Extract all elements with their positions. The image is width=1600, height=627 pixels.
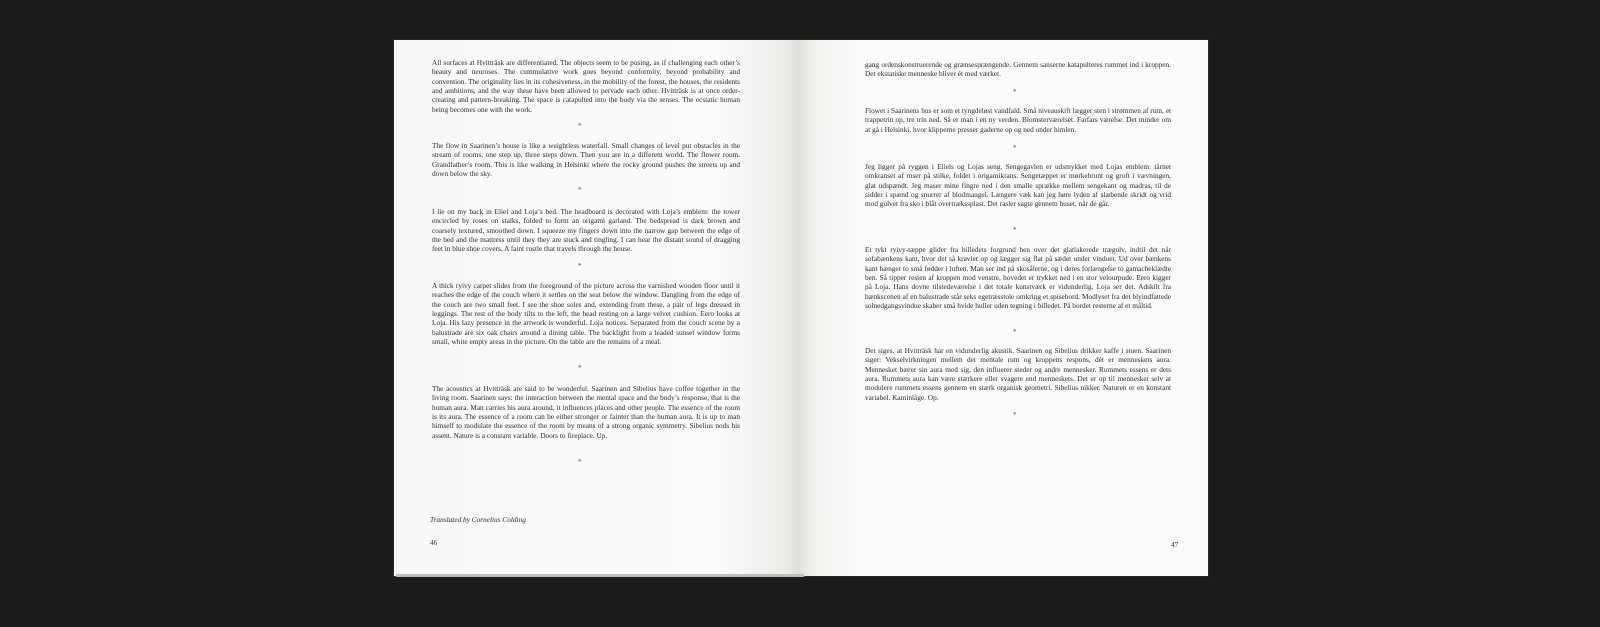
right-paragraph-5: Det siges, at Hvitträsk har en vidunderlig akustik. Saarinen og Sibelius drikker kaffe i stuen. Saarinen siger: Vekselvirkningen mellem det mentale rum og kroppens respons, dét er menneskets aura. Mennesket bærer sin aura med sig, den influerer steder og andre mennesker. Rummets essens er dets aura. Rummets aura kan være stærkere eller svagere end menneskets. Det er op til mennesket selv at modulere rummets essens gennem en stærk organisk geometri. Sibelius nikker. Naturen er en konstant variabel. Kaminlåge. Op. — [865, 346, 1171, 402]
left-page — [400, 40, 800, 576]
separator-star: * — [1013, 328, 1017, 336]
right-paragraph-1: gang ordenskonstruerende og grænsesprængende. Gennem sanserne katapulteres rummet ind i kroppen. Det ekstatiske menneske bliver ét med værket. — [865, 60, 1171, 79]
translator-credit: Translated by Cornelius Colding — [430, 515, 526, 524]
separator-star: * — [1013, 144, 1017, 152]
separator-star: * — [578, 364, 582, 372]
left-paragraph-2: The flow in Saarinen’s house is like a weightless waterfall. Small changes of level put obstacles in the stream of rooms, one step up, three steps down. Then you are in a different world. The flower room. Grandfather’s room. This is like walking in Helsinki where the rocky ground pushes the streets up and down below the sky. — [432, 141, 740, 179]
separator-star: * — [578, 458, 582, 466]
left-paragraph-5: The acoustics at Hvitträsk are said to be wonderful. Saarinen and Sibelius have coffee together in the living room. Saarinen says: the interaction between the mental space and the body’s response, that is the human aura. Man carries his aura around, it influences places and other people. The essence of the room is its aura. The essence of a room can be either stronger or fainter than the human aura. It is up to man himself to modulate the essence of the room by means of a strong organic symmetry. Sibelius nods his assent. Nature is a constant variable. Doors to fireplace. Up. — [432, 384, 740, 440]
page-number-left: 46 — [430, 538, 438, 547]
book-bottom-edge — [396, 574, 804, 577]
open-book — [394, 40, 1208, 576]
separator-star: * — [578, 262, 582, 270]
separator-star: * — [1013, 226, 1017, 234]
separator-star: * — [578, 186, 582, 194]
left-paragraph-4: A thick ryivy carpet slides from the foreground of the picture across the varnished wooden floor until it reaches the edge of the couch where it settles on the seat below the window. Dangling from the edge of the couch are two small feet. I see the shoe soles and, extending from these, a pair of legs dressed in leggings. The rest of the body tilts to the left, the head resting on a large velvet cushion. Eero looks at Loja. His lazy presence in the artwork is wonderful. Loja notices. Separated from the couch scene by a balustrade are six oak chairs around a dining table. The backlight from a leaded sunset window forms small, white empty areas in the picture. On the table are the remains of a meal. — [432, 281, 740, 347]
page-number-right: 47 — [1171, 540, 1179, 549]
right-page — [800, 40, 1208, 576]
right-paragraph-4: Et tykt ryivy-tæppe glider fra billedets forgrund hen over det glatlakerede trægulv, indtil det når sofabænkens kant, hvor det så kravler op og lægger sig flat på sædet under vinduet. Ud over bænkens kant hænger to små fødder i luften. Man ser ind på skosålerne, og i deres forlængelse to gamacheklædte ben. Så tipper resten af kroppen mod venstre, hovedet er trykket ned i en stor velourpude. Eero kigger på Loja. Hans dovne tilstedeværelse i det totale kunstværk er vidunderlig. Loja ser det. Adskilt fra bænkscenen af en balustrade står seks egetræsstole omkring et spisebord. Modlyset fra det blyindfattede solnedgangsvindue skaber små hvide huller uden tegning i billedet. På bordet resterne af et måltid. — [865, 245, 1171, 311]
separator-star: * — [578, 122, 582, 130]
separator-star: * — [1013, 411, 1017, 419]
right-paragraph-2: Flowet i Saarinens hus er som et tyngdeløst vandfald. Små niveauskift lægger sten i strømmen af rum, et trappetrin op, tre trin ned. Så er man i en ny verden. Blomsterværelset. Farfars værelse. Det minder om at gå i Helsinki, hvor klipperne presser gaderne op og ned under himlen. — [865, 106, 1171, 134]
left-paragraph-1: All surfaces at Hvitträsk are differentiated. The objects seem to be posing, as if challenging each other’s beauty and neuroses. The cummulative work goes beyond conformity, beyond probability and convention. The originality lies in its cohesiveness, in the mobility of the forest, the houses, the residents and ambitions, and the way these have been allowed to pervade each other. Hvitträsk is at once order-creating and pattern-breaking. The space is catapulted into the body via the senses. The ecstatic human being becomes one with the work. — [432, 58, 740, 114]
separator-star: * — [1013, 88, 1017, 96]
left-paragraph-3: I lie on my back in Eliel and Loja’s bed. The headboard is decorated with Loja’s emblem: the tower encircled by roses on stalks, folded to form an origami garland. The bedspread is dark brown and coarsely textured, smoothed down. I squeeze my fingers down into the narrow gap between the edge of the bed and the mattress until they they are stuck and tingling. I can hear the distant sound of dragging feet in blue shoe covers. A faint rustle that travels through the house. — [432, 207, 740, 254]
right-paragraph-3: Jeg ligger på ryggen i Eliels og Lojas seng. Sengegavlen er udsmykket med Lojas emblem: tårnet omkranset af roser på stilke, foldet i origamikrans. Sengetæppet er mørkebrunt og groft i vævningen, glat udspændt. Jeg maser mine fingre ned i den smalle sprække mellem sengekant og madras, til de sidder i spænd og snurrer af blodmangel. Længere væk kan jeg høre lyden af slæbende skridt og vrid mod gulvet fra sko i blåt overtrækssplast. Det rasler sagte gennem huset, når de går. — [865, 162, 1171, 209]
